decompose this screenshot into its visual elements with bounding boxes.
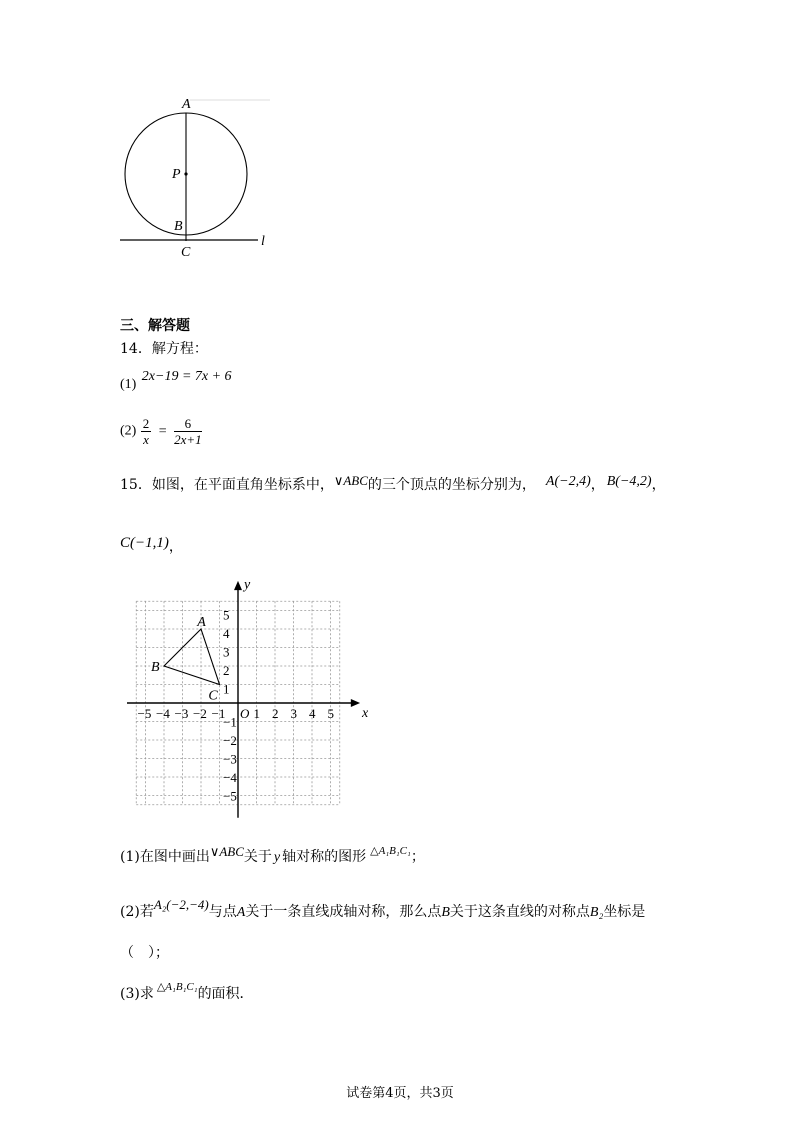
q15-part2-blank: （ ）； bbox=[120, 945, 169, 961]
p1-text-a: (1)在图中画出 bbox=[120, 849, 210, 865]
section-title: 三、解答题 bbox=[120, 318, 190, 334]
q15-stem-line1 bbox=[120, 473, 666, 495]
q15-point-A: A(−2,4) bbox=[545, 474, 591, 489]
p1-text-b: 关于 bbox=[243, 849, 272, 865]
q14-part1-number: (1) bbox=[120, 377, 137, 392]
p2-B: B bbox=[441, 905, 450, 920]
y-tick-label: −1 bbox=[223, 714, 237, 730]
equals-sign: = bbox=[158, 423, 167, 439]
q15-triangle: ∨ABC bbox=[333, 473, 368, 488]
point-P bbox=[184, 172, 187, 175]
q14-part2 bbox=[120, 416, 202, 447]
p2-text-e: 坐标是 bbox=[603, 904, 646, 920]
q15-sep2: ， bbox=[651, 477, 666, 493]
y-tick-label: 5 bbox=[223, 607, 230, 623]
x-tick-label: 2 bbox=[272, 706, 279, 721]
x-tick-label: −1 bbox=[211, 706, 226, 721]
x-axis-label: x bbox=[361, 706, 368, 721]
label-C: C bbox=[181, 245, 191, 260]
label-l: l bbox=[261, 234, 265, 249]
y-tick-label: −3 bbox=[223, 751, 237, 767]
p2-text-d: 关于这条直线的对称点 bbox=[449, 904, 590, 920]
q15-stem-line2 bbox=[120, 534, 183, 555]
p2-B2: B₂ bbox=[589, 905, 604, 920]
q15-part3 bbox=[120, 981, 254, 1004]
p1-text-c: 轴对称的图形 bbox=[282, 849, 367, 865]
q14-lhs-fraction bbox=[141, 416, 152, 447]
p1-end: ； bbox=[410, 849, 425, 865]
triangle-ABC bbox=[164, 629, 220, 685]
q14-part1 bbox=[120, 367, 232, 392]
p3-image-triangle: △A₁B₁C₁ bbox=[156, 981, 198, 993]
lhs-numerator: 2 bbox=[142, 416, 150, 431]
label-A: A bbox=[182, 97, 191, 112]
q15-stem-b: 的三个顶点的坐标分别为， bbox=[367, 477, 536, 493]
label-P: P bbox=[172, 167, 181, 182]
lhs-denominator: x bbox=[143, 432, 149, 447]
p3-text-b: 的面积． bbox=[197, 986, 254, 1002]
circle-figure bbox=[110, 92, 280, 262]
rhs-numerator: 6 bbox=[174, 416, 202, 432]
rhs-denominator: 2x+1 bbox=[174, 432, 202, 447]
x-tick-label: −5 bbox=[137, 706, 152, 721]
y-tick-label: 3 bbox=[223, 644, 230, 660]
y-tick-label: −4 bbox=[223, 770, 237, 785]
x-tick-label: 1 bbox=[253, 706, 260, 721]
q14-stem: 14．解方程： bbox=[120, 341, 208, 357]
y-axis-arrow bbox=[234, 581, 242, 590]
triangle-label-A: A bbox=[197, 615, 206, 630]
q14-rhs-fraction bbox=[174, 416, 202, 447]
p1-y: y bbox=[273, 850, 281, 865]
y-tick-label: 2 bbox=[223, 663, 230, 678]
y-tick-label: 1 bbox=[223, 681, 230, 697]
p2-text-b: 与点 bbox=[208, 904, 237, 920]
label-B: B bbox=[174, 219, 183, 234]
p2-text-c: 关于一条直线成轴对称，那么点 bbox=[245, 904, 442, 920]
x-tick-label: 5 bbox=[327, 706, 334, 721]
x-tick-label: 4 bbox=[309, 706, 316, 721]
p2-point-A2: A₂(−2,−4) bbox=[153, 897, 209, 912]
y-axis-label: y bbox=[244, 577, 251, 593]
q14-part2-number: (2) bbox=[120, 423, 137, 439]
q15-part1 bbox=[120, 844, 425, 867]
p2-A: A bbox=[236, 905, 246, 920]
q15-point-C: C(−1,1) bbox=[120, 535, 169, 551]
q15-sep1: ， bbox=[590, 477, 605, 493]
q15-stem-a: 15．如图，在平面直角坐标系中， bbox=[120, 477, 334, 493]
x-tick-label: −4 bbox=[156, 706, 170, 721]
x-tick-label: O bbox=[240, 706, 250, 721]
p3-text-a: (3)求 bbox=[120, 986, 154, 1002]
coordinate-grid bbox=[118, 575, 368, 820]
triangle-label-B: B bbox=[151, 660, 160, 675]
p1-triangle: ∨ABC bbox=[209, 844, 244, 859]
q14-part1-equation: 2x−19 = 7x + 6 bbox=[141, 369, 232, 384]
x-axis-arrow bbox=[351, 699, 360, 707]
q15-point-B: B(−4,2) bbox=[606, 474, 652, 489]
page-footer: 试卷第4页，共3页 bbox=[346, 1086, 454, 1101]
x-tick-label: −3 bbox=[174, 706, 189, 721]
q15-part2 bbox=[120, 897, 646, 922]
triangle-label-C: C bbox=[208, 688, 218, 704]
x-tick-label: 3 bbox=[290, 706, 297, 721]
y-tick-label: 4 bbox=[223, 626, 230, 641]
y-tick-label: −2 bbox=[223, 733, 237, 748]
y-tick-label: −5 bbox=[223, 788, 237, 804]
p1-image-triangle: △A₁B₁C₁ bbox=[370, 845, 411, 857]
x-tick-label: −2 bbox=[193, 706, 207, 721]
p2-text-a: (2)若 bbox=[120, 904, 154, 920]
q15-end: ， bbox=[168, 539, 183, 555]
